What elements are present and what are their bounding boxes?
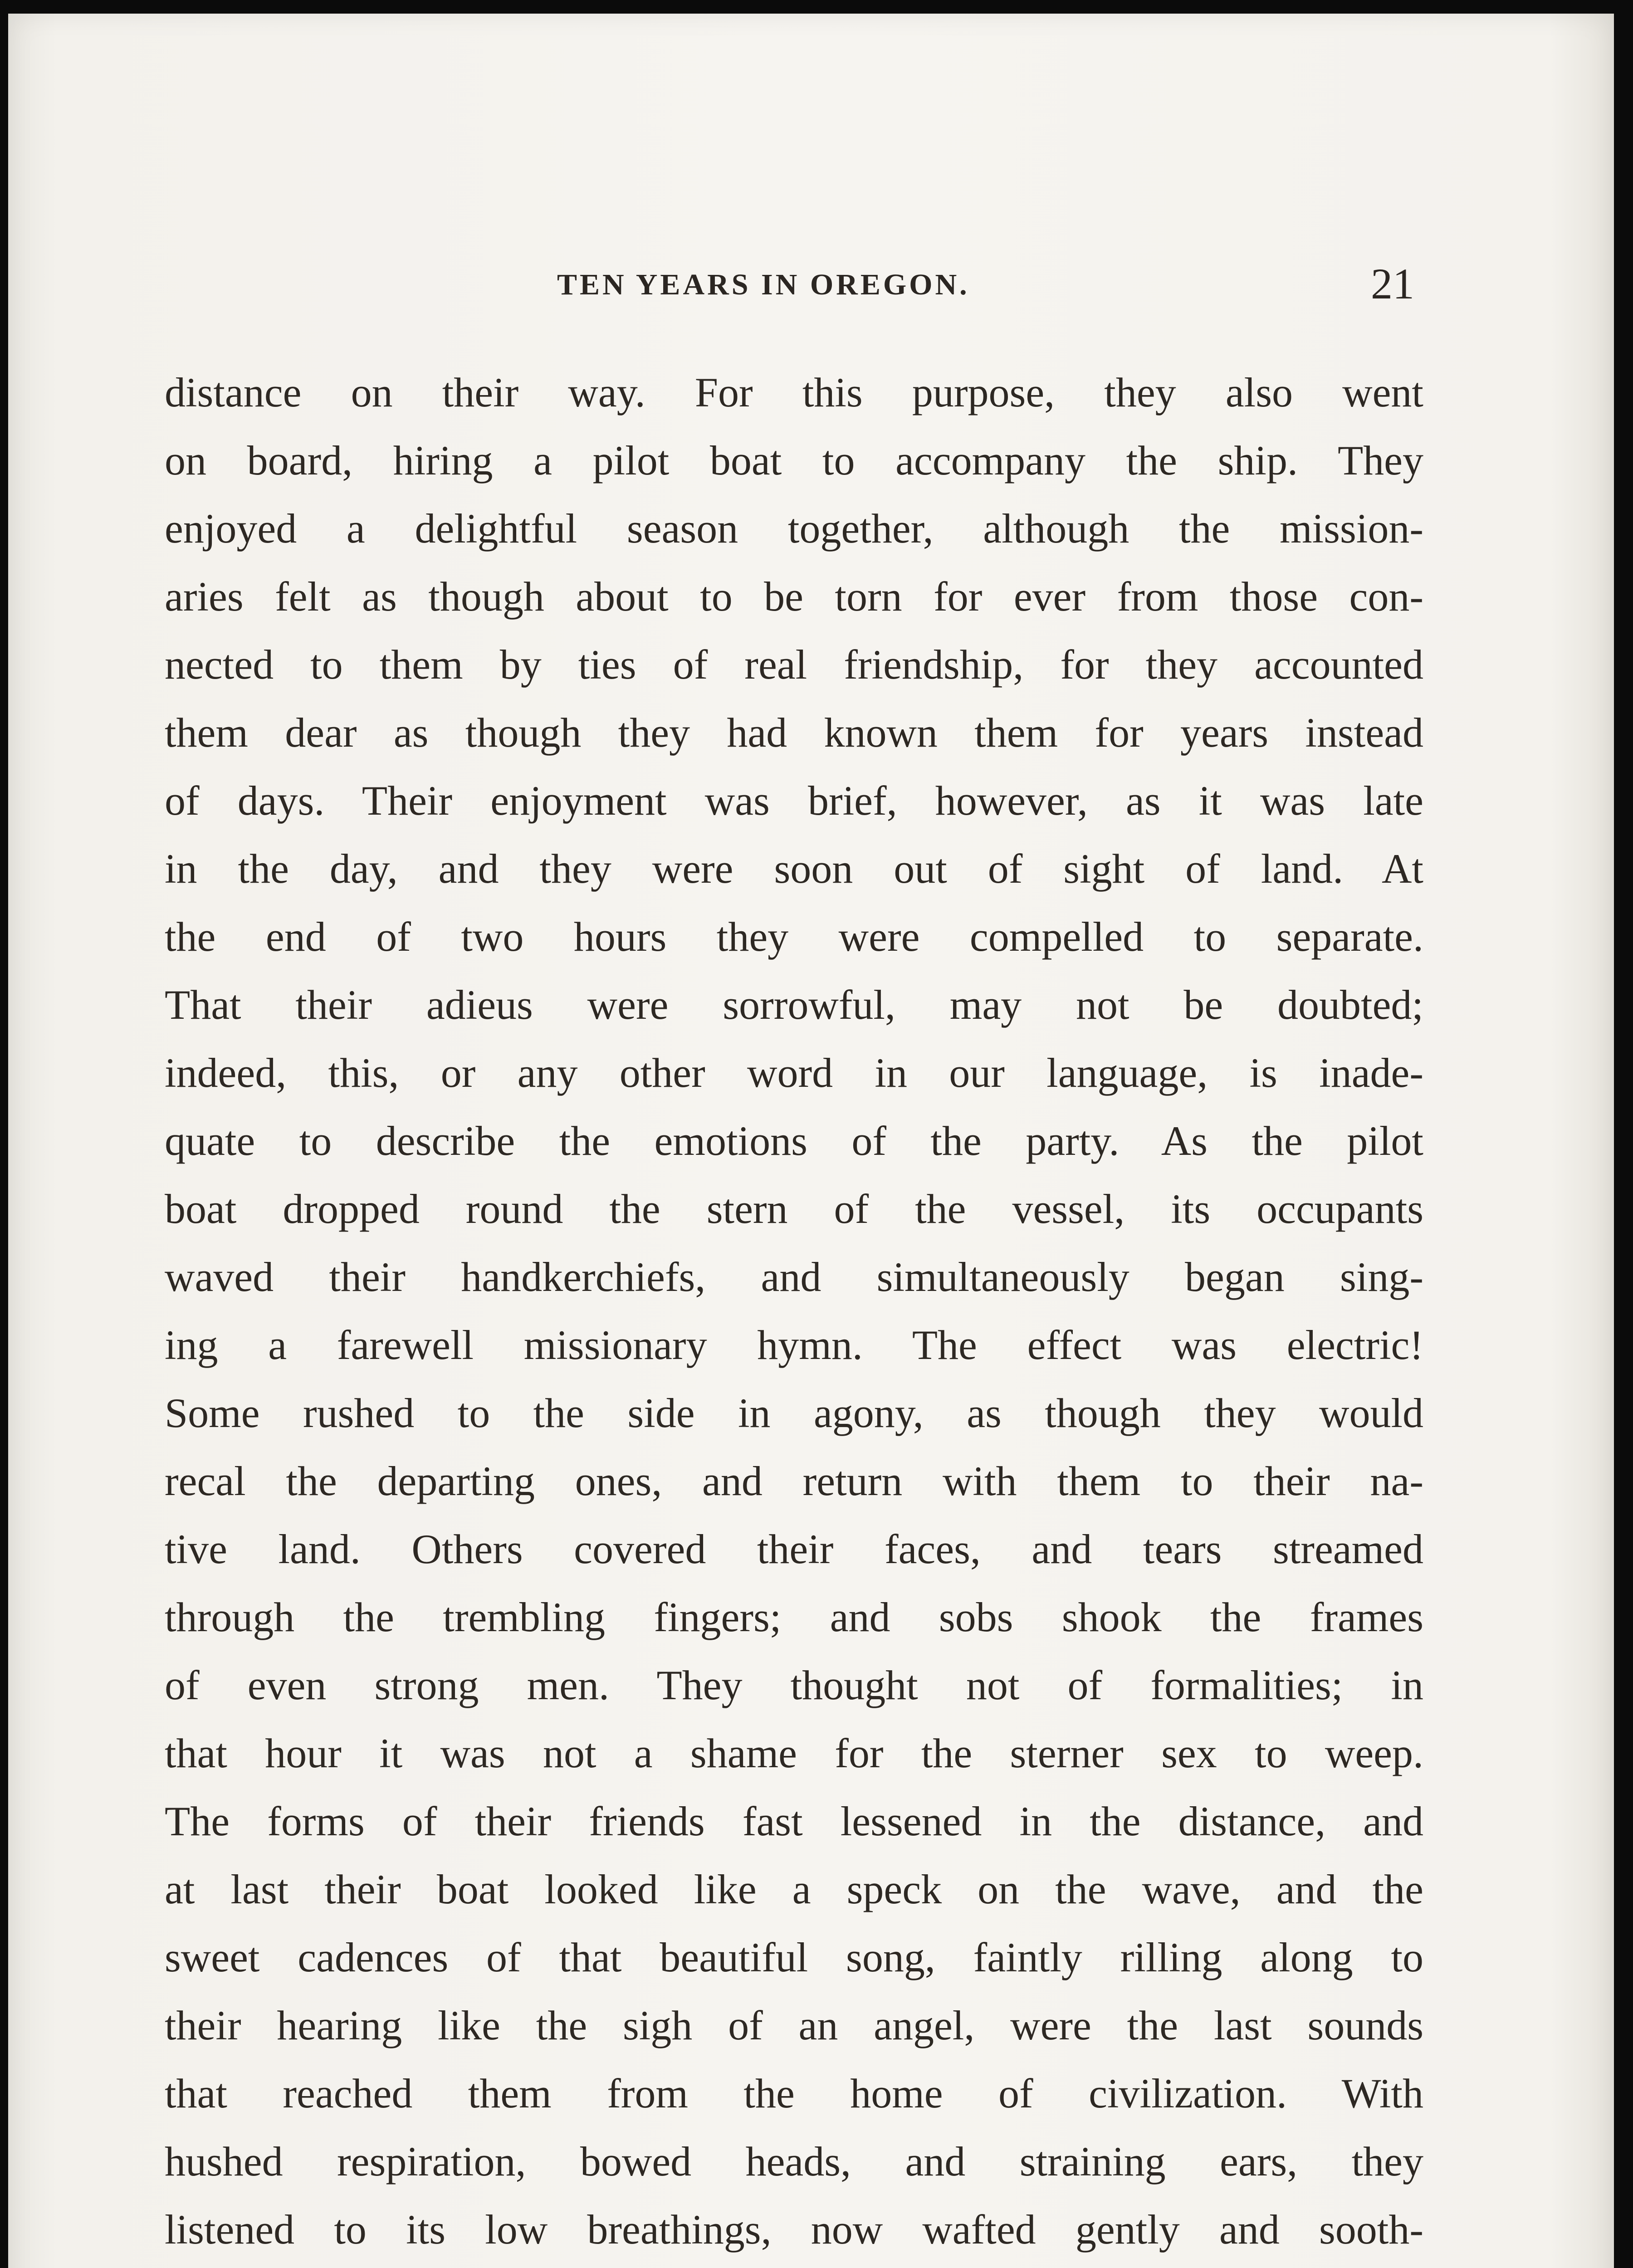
text-line: That their adieus were sorrowful, may not be doubted; xyxy=(165,982,1423,1028)
text-line: sweet cadences of that beautiful song, faintly rilling along to xyxy=(165,1934,1423,1980)
text-line: that hour it was not a shame for the sterner sex to weep. xyxy=(165,1730,1423,1776)
text-line: waved their handkerchiefs, and simultaneously began sing- xyxy=(165,1254,1423,1300)
text-line: The forms of their friends fast lessened in the distance, and xyxy=(165,1798,1423,1844)
text-line: nected to them by ties of real friendship, for they accounted xyxy=(165,641,1423,688)
text-line: of even strong men. They thought not of formalities; in xyxy=(165,1662,1423,1708)
book-page xyxy=(8,14,1614,2268)
text-line: hushed respiration, bowed heads, and straining ears, they xyxy=(165,2138,1423,2185)
text-line: that reached them from the home of civilization. With xyxy=(165,2070,1423,2116)
body-text xyxy=(165,358,1423,2268)
text-line: of days. Their enjoyment was brief, however, as it was late xyxy=(165,777,1423,824)
text-line: them dear as though they had known them for years instead xyxy=(165,709,1423,756)
text-line: indeed, this, or any other word in our language, is inade- xyxy=(165,1050,1423,1096)
text-line: distance on their way. For this purpose, they also went xyxy=(165,369,1423,415)
text-line: at last their boat looked like a speck on the wave, and the xyxy=(165,1866,1423,1912)
text-line: tive land. Others covered their faces, and tears streamed xyxy=(165,1526,1423,1572)
text-line: aries felt as though about to be torn for ever from those con- xyxy=(165,573,1423,620)
text-line: the end of two hours they were compelled to separate. xyxy=(165,914,1423,960)
text-line: ing a farewell missionary hymn. The effect was electric! xyxy=(165,1322,1423,1368)
text-line: in the day, and they were soon out of sight of land. At xyxy=(165,846,1423,892)
text-line: Some rushed to the side in agony, as though they would xyxy=(165,1390,1423,1436)
text-line: through the trembling fingers; and sobs shook the frames xyxy=(165,1594,1423,1640)
running-title: TEN YEARS IN OREGON. xyxy=(557,268,970,301)
text-line: boat dropped round the stern of the vessel, its occupants xyxy=(165,1186,1423,1232)
text-line: on board, hiring a pilot boat to accompany the ship. They xyxy=(165,437,1423,484)
text-line: their hearing like the sigh of an angel, were the last sounds xyxy=(165,2002,1423,2048)
text-line: listened to its low breathings, now wafted gently and sooth- xyxy=(165,2206,1423,2253)
text-line: quate to describe the emotions of the party. As the pilot xyxy=(165,1118,1423,1164)
text-line: enjoyed a delightful season together, although the mission- xyxy=(165,505,1423,552)
text-line: recal the departing ones, and return with them to their na- xyxy=(165,1458,1423,1504)
page-number: 21 xyxy=(1371,259,1414,308)
text-line xyxy=(165,2263,1423,2268)
